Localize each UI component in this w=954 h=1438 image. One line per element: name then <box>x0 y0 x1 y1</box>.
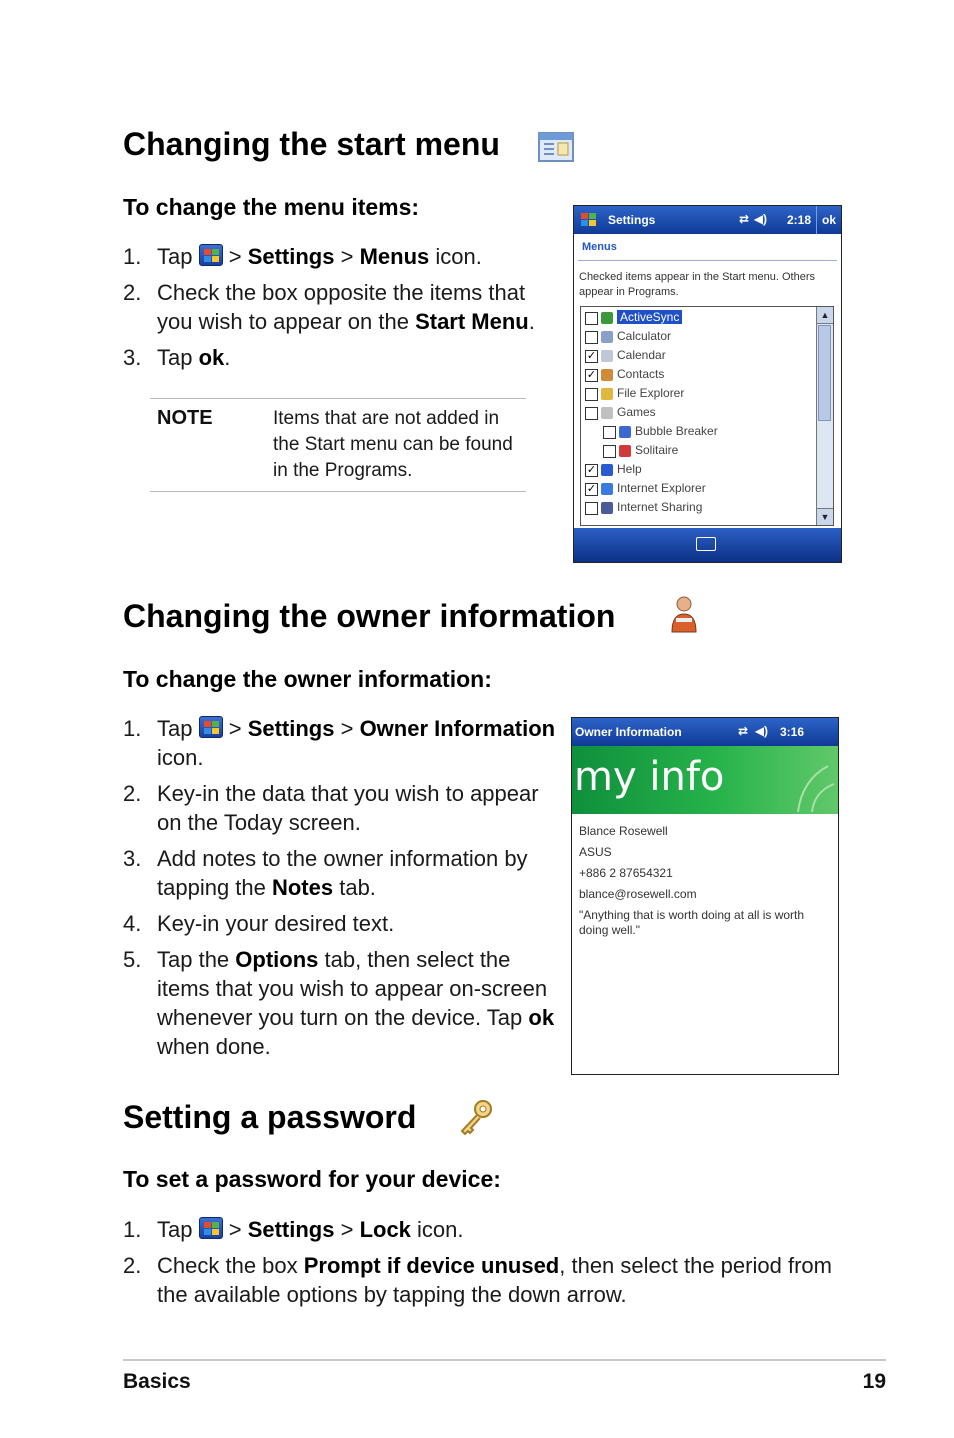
password-steps <box>123 1215 843 1316</box>
owner-quote: "Anything that is worth doing at all is worth doing well." <box>579 908 805 937</box>
list-item: 2. Check the box opposite the items that you wish to appear on the Start Menu. <box>123 280 535 334</box>
note-box <box>150 398 526 492</box>
menu-item-label: Solitaire <box>635 443 679 457</box>
list-item: 4. Key-in your desired text. <box>123 911 395 936</box>
menu-item-app-icon <box>619 445 631 457</box>
subheading-password: To set a password for your device: <box>123 1166 501 1192</box>
list-item: 5. Tap the Options tab, then select the items that you wish to appear on-screen whenever you turn on the device. Tap ok when done. <box>123 947 555 1059</box>
menu-item-checkbox[interactable] <box>585 312 598 325</box>
list-item: 3. Tap ok. <box>123 345 231 370</box>
section-title-owner-information: Changing the owner information <box>123 598 616 634</box>
subheading-menu-items: To change the menu items: <box>123 194 420 220</box>
owner-steps <box>123 714 563 1068</box>
owner-details <box>579 821 829 938</box>
settings-menus-screenshot <box>573 205 842 563</box>
menu-item-checkbox[interactable] <box>603 426 616 439</box>
menu-item-label: ActiveSync <box>617 310 682 324</box>
owner-email: blance@rosewell.com <box>579 887 697 901</box>
divider <box>578 260 837 261</box>
bottom-menu-bar <box>574 528 841 562</box>
list-item: 1. Tap > Settings > Owner Information icon. <box>123 716 556 770</box>
windows-start-icon <box>199 716 223 738</box>
menu-item-label: Internet Sharing <box>617 500 703 514</box>
banner-text: my info <box>574 754 725 800</box>
menu-item-checkbox[interactable] <box>585 407 598 420</box>
menu-item-checkbox[interactable]: ✓ <box>586 369 597 381</box>
menu-item-checkbox[interactable] <box>585 388 598 401</box>
title-bar <box>572 718 838 746</box>
ok-button[interactable]: ok <box>816 206 841 234</box>
menu-item-checkbox[interactable] <box>603 445 616 458</box>
title-bar <box>574 206 841 234</box>
list-item: 3. Add notes to the owner information by tapping the Notes tab. <box>123 846 528 900</box>
list-item: 2. Key-in the data that you wish to appear on the Today screen. <box>123 781 539 835</box>
owner-name: Blance Rosewell <box>579 824 668 838</box>
list-item: 1. Tap > Settings > Menus icon. <box>123 244 482 269</box>
menu-item-app-icon <box>601 312 613 324</box>
volume-icon: ◀) <box>753 212 767 226</box>
menu-item-app-icon <box>601 350 613 362</box>
menu-item-checkbox[interactable] <box>585 502 598 515</box>
menu-item-label: Contacts <box>617 367 665 381</box>
owner-person-icon <box>666 594 702 634</box>
menu-item-label: Calendar <box>617 348 666 362</box>
owner-company: ASUS <box>579 845 612 859</box>
menu-item-label: Calculator <box>617 329 672 343</box>
scrollbar[interactable] <box>816 307 833 525</box>
scroll-thumb[interactable] <box>818 325 831 421</box>
connectivity-icon: ⇄ <box>737 724 748 738</box>
scroll-up-arrow-icon[interactable]: ▲ <box>817 307 833 324</box>
section-title-password: Setting a password <box>123 1099 417 1135</box>
menu-item-app-icon <box>601 502 613 514</box>
menus-tab-title: Menus <box>582 241 617 253</box>
menu-item-app-icon <box>601 331 613 343</box>
owner-information-screenshot <box>571 717 839 1075</box>
volume-icon: ◀) <box>754 724 768 738</box>
list-item: 2. Check the box Prompt if device unused, then select the period from the available options by tapping the down arrow. <box>123 1253 832 1307</box>
key-icon <box>456 1097 496 1137</box>
menu-item-label: Bubble Breaker <box>635 424 718 438</box>
menu-item-app-icon <box>601 483 613 495</box>
menus-description: Checked items appear in the Start menu. Others appear in Programs. <box>579 271 816 298</box>
my-info-banner <box>572 746 838 814</box>
windows-flag-icon <box>580 212 598 228</box>
subheading-owner-information: To change the owner information: <box>123 666 492 692</box>
window-title: Settings <box>608 213 656 227</box>
owner-phone: +886 2 87654321 <box>579 866 673 880</box>
start-menu-icon <box>536 128 578 166</box>
menu-item-checkbox[interactable]: ✓ <box>586 483 597 495</box>
menu-item-app-icon <box>619 426 631 438</box>
menu-item-checkbox[interactable]: ✓ <box>586 464 597 476</box>
note-text: Items that are not added in the Start menu can be found in the Programs. <box>273 408 513 481</box>
menu-item-label: Internet Explorer <box>617 481 706 495</box>
menu-item-app-icon <box>601 407 613 419</box>
windows-start-icon <box>199 244 223 266</box>
menu-item-app-icon <box>601 388 613 400</box>
menu-item-checkbox[interactable] <box>585 331 598 344</box>
menu-item-app-icon <box>601 464 613 476</box>
menu-items-list[interactable] <box>580 306 834 526</box>
footer-divider <box>123 1359 886 1361</box>
section-title-start-menu: Changing the start menu <box>123 126 500 162</box>
footer-section-name: Basics <box>123 1370 191 1393</box>
keyboard-icon[interactable] <box>696 537 716 551</box>
clock: 2:18 <box>786 213 811 227</box>
note-label: NOTE <box>157 407 213 429</box>
scroll-down-arrow-icon[interactable]: ▼ <box>817 508 833 525</box>
menu-item-checkbox[interactable]: ✓ <box>586 350 597 362</box>
menu-item-label: File Explorer <box>617 386 685 400</box>
windows-start-icon <box>199 1217 223 1239</box>
window-title: Owner Information <box>575 725 682 739</box>
start-menu-steps <box>123 242 563 379</box>
menu-item-label: Help <box>617 462 642 476</box>
clock: 3:16 <box>779 725 804 739</box>
list-item: 1. Tap > Settings > Lock icon. <box>123 1217 464 1242</box>
page-number: 19 <box>862 1370 886 1393</box>
menu-item-label: Games <box>617 405 656 419</box>
menu-item-app-icon <box>601 369 613 381</box>
connectivity-icon: ⇄ <box>738 212 749 226</box>
signal-arcs-icon <box>768 746 838 814</box>
